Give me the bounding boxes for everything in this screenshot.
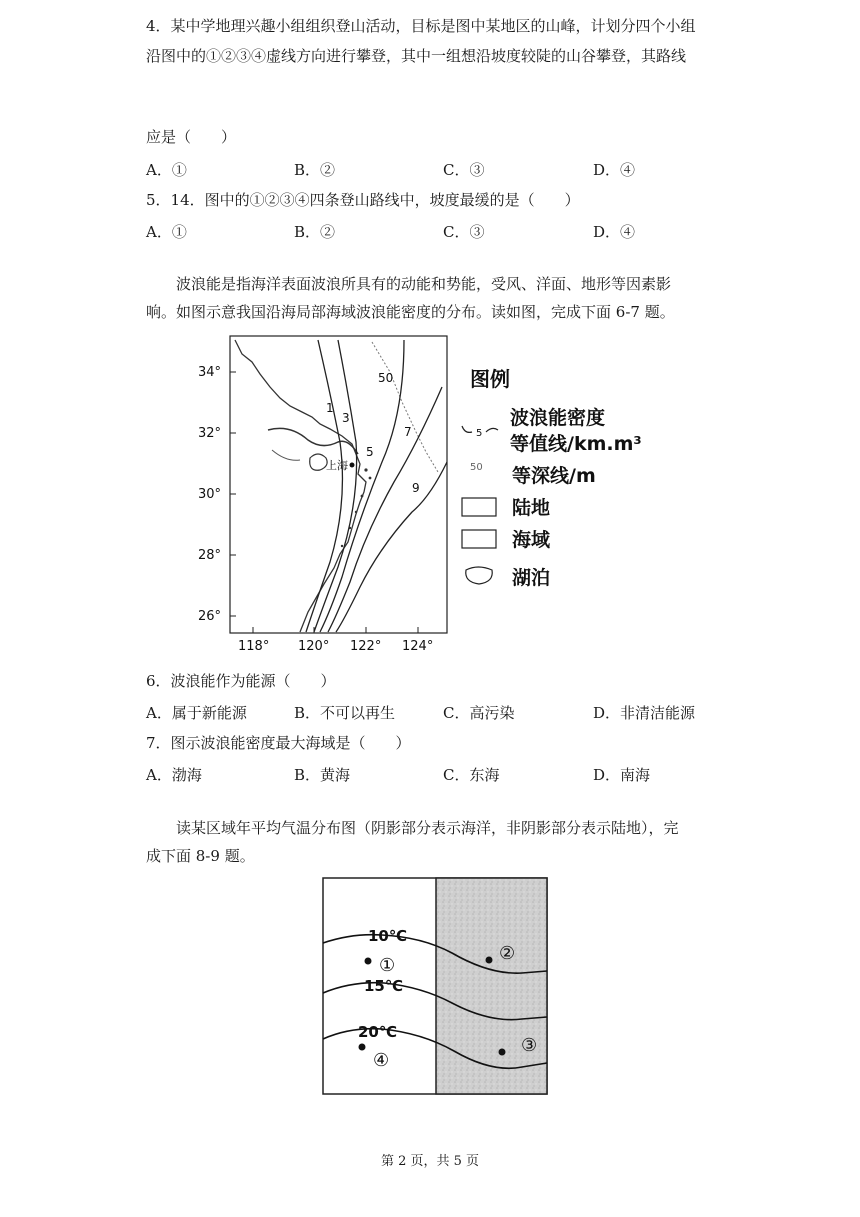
legend-contour-sample: 5: [476, 428, 483, 439]
page-footer: 第 2 页，共 5 页: [380, 1154, 480, 1169]
wave-energy-map-svg: [190, 332, 675, 657]
q5-option-c: C．③: [443, 223, 485, 241]
legend-item-depth: 等深线/m: [512, 465, 596, 487]
contour-label-3: 3: [342, 411, 350, 425]
isotherm-map: [322, 877, 548, 1095]
point-3-dot: [499, 1049, 506, 1056]
lat-label-30: 30°: [198, 487, 222, 502]
city-label: 上海: [326, 459, 348, 472]
legend-item-wave-1: 波浪能密度: [510, 407, 606, 429]
q4-line-1: 4．某中学地理兴趣小组组织登山活动，目标是图中某地区的山峰，计划分四个小组: [146, 17, 696, 35]
intro1-line-1: 波浪能是指海洋表面波浪所具有的动能和势能，受风、洋面、地形等因素影: [176, 275, 672, 293]
legend-depth-sample: 50: [470, 462, 483, 473]
legend-sea-swatch: [462, 530, 496, 548]
point-label-1: ①: [379, 955, 396, 976]
lon-label-120: 120°: [298, 639, 330, 654]
contour-label-9: 9: [412, 481, 420, 495]
isotherm-map-svg: [322, 877, 548, 1095]
legend-lake-swatch: [466, 567, 492, 584]
q5-option-a: A．①: [146, 223, 187, 241]
legend-item-wave-2: 等值线/km.m³: [510, 433, 642, 455]
contour-label-7: 7: [404, 425, 412, 439]
lon-label-124: 124°: [402, 639, 434, 654]
legend-item-land: 陆地: [512, 497, 551, 519]
isotherm-label-20: 20℃: [358, 1023, 398, 1041]
lat-label-32: 32°: [198, 426, 222, 441]
q5-option-b: B．②: [294, 223, 336, 241]
point-label-4: ④: [373, 1050, 390, 1071]
legend-contour-symbol: [462, 426, 472, 432]
q4-line-2: 沿图中的①②③④虚线方向进行攀登，其中一组想沿坡度较陡的山谷攀登，其路线: [146, 47, 687, 65]
isotherm-label-10: 10℃: [368, 927, 408, 945]
q6-option-c: C．高污染: [443, 704, 515, 722]
lon-label-118: 118°: [238, 639, 270, 654]
point-1-dot: [365, 958, 372, 965]
q7-stem: 7．图示波浪能密度最大海域是（ ）: [146, 734, 411, 752]
lon-label-122: 122°: [350, 639, 382, 654]
legend-item-sea: 海域: [512, 529, 551, 551]
q5-option-d: D．④: [593, 223, 636, 241]
map-legend: [462, 367, 642, 589]
q4-option-b: B．②: [294, 161, 336, 179]
q6-stem: 6．波浪能作为能源（ ）: [146, 672, 336, 690]
lat-label-34: 34°: [198, 365, 222, 380]
isotherm-label-15: 15℃: [364, 977, 404, 995]
legend-title: 图例: [470, 367, 510, 391]
q7-option-b: B．黄海: [294, 766, 351, 784]
ocean-area: [436, 878, 547, 1094]
point-4-dot: [359, 1044, 366, 1051]
shanghai-dot: [350, 463, 355, 468]
point-2-dot: [486, 957, 493, 964]
q4-line-3: 应是（ ）: [146, 128, 237, 146]
intro2-line-2: 成下面 8-9 题。: [146, 847, 255, 865]
q5-stem: 5．14．图中的①②③④四条登山路线中，坡度最缓的是（ ）: [146, 191, 580, 209]
lake-icon: [310, 454, 327, 470]
legend-item-lake: 湖泊: [512, 567, 551, 589]
depth-label-50: 50: [378, 371, 394, 385]
contour-label-1: 1: [326, 401, 334, 415]
intro2-line-1: 读某区域年平均气温分布图（阴影部分表示海洋，非阴影部分表示陆地），完: [176, 819, 679, 837]
legend-land-swatch: [462, 498, 496, 516]
wave-energy-map: [190, 332, 675, 657]
contour-label-5: 5: [366, 445, 374, 459]
q7-option-a: A．渤海: [146, 766, 202, 784]
point-label-3: ③: [521, 1035, 538, 1056]
q6-option-d: D．非清洁能源: [593, 704, 696, 722]
lat-label-26: 26°: [198, 609, 222, 624]
q4-option-a: A．①: [146, 161, 187, 179]
q6-option-a: A．属于新能源: [146, 704, 247, 722]
q7-option-c: C．东海: [443, 766, 500, 784]
intro1-line-2: 响。如图示意我国沿海局部海域波浪能密度的分布。读如图，完成下面 6-7 题。: [146, 303, 675, 321]
q7-option-d: D．南海: [593, 766, 651, 784]
lat-label-28: 28°: [198, 548, 222, 563]
q4-option-c: C．③: [443, 161, 485, 179]
q6-option-b: B．不可以再生: [294, 704, 396, 722]
q4-option-d: D．④: [593, 161, 636, 179]
point-label-2: ②: [499, 943, 516, 964]
